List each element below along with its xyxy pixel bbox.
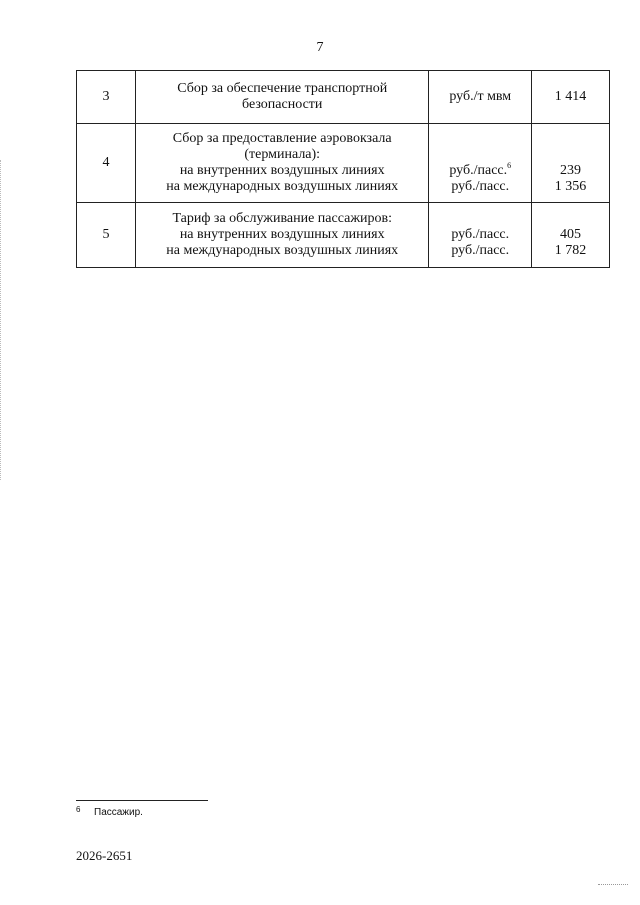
row-value xyxy=(532,124,610,203)
row-unit-line: руб./пасс. xyxy=(451,179,510,194)
row-unit-line: руб./т мвм xyxy=(449,89,512,104)
row-number: 3 xyxy=(77,71,136,124)
row-unit xyxy=(429,203,532,268)
row-number: 5 xyxy=(77,203,136,268)
row-name-line: на международных воздушных линиях xyxy=(166,243,399,258)
row-value-line: 239 xyxy=(560,163,582,178)
row-value-line: 1 782 xyxy=(554,243,587,258)
table-row xyxy=(77,71,610,124)
tariff-table xyxy=(76,70,610,268)
row-unit-line: руб./пасс. xyxy=(451,243,510,258)
footnote-text: Пассажир. xyxy=(94,807,143,818)
row-value-line: 405 xyxy=(560,227,582,242)
row-value-line: 1 356 xyxy=(554,179,587,194)
row-name-line: Сбор за обеспечение транспортной xyxy=(177,81,388,96)
footnote-mark: 6 xyxy=(76,805,81,814)
row-name-line: Сбор за предоставление аэровокзала xyxy=(172,131,392,146)
table-row xyxy=(77,124,610,203)
row-unit-line: руб./пасс.$^6$ xyxy=(449,161,512,178)
scan-artifact xyxy=(598,878,628,885)
row-name-line: Тариф за обслуживание пассажиров: xyxy=(172,211,392,226)
page-number: 7 xyxy=(316,40,324,55)
row-name-line: на внутренних воздушных линиях xyxy=(179,163,385,178)
row-unit xyxy=(429,71,532,124)
scan-artifact xyxy=(0,160,5,480)
row-name-line: (терминала): xyxy=(244,147,321,162)
row-unit-line: руб./пасс. xyxy=(451,227,510,242)
footnote xyxy=(76,805,143,818)
row-name xyxy=(136,203,429,268)
document-code: 2026-2651 xyxy=(76,848,133,863)
row-name-line: на международных воздушных линиях xyxy=(166,179,399,194)
row-value xyxy=(532,203,610,268)
row-name xyxy=(136,71,429,124)
footnote-divider xyxy=(76,800,208,801)
row-value xyxy=(532,71,610,124)
footnote-ref: 6 xyxy=(507,161,512,170)
row-value-line: 1 414 xyxy=(554,89,587,104)
row-number: 4 xyxy=(77,124,136,203)
row-name xyxy=(136,124,429,203)
row-unit xyxy=(429,124,532,203)
row-name-line: на внутренних воздушных линиях xyxy=(179,227,385,242)
table-row xyxy=(77,203,610,268)
row-name-line: безопасности xyxy=(242,97,323,112)
